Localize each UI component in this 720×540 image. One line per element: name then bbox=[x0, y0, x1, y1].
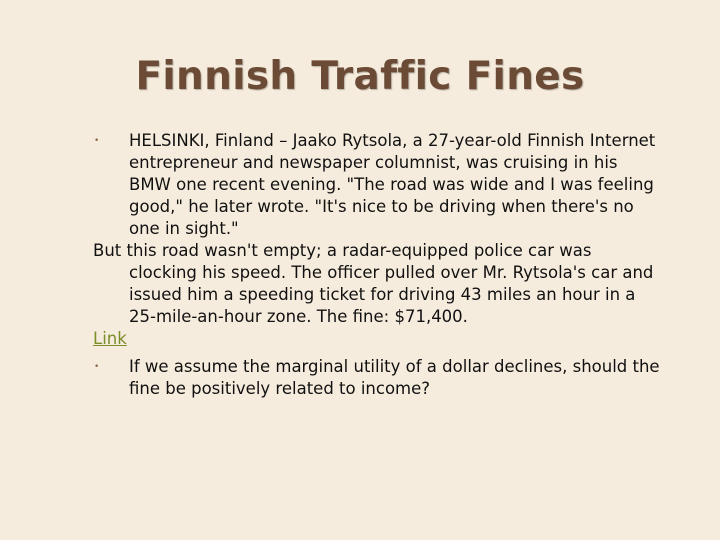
bullet-icon: • bbox=[94, 136, 100, 146]
article-excerpt-text: HELSINKI, Finland – Jaako Rytsola, a 27-year-old Finnish Internet entrepreneur and newspaper columnist, was cruising in his BMW one recent evening. "The road was wide and I was feeling good," he later wrote. "It's nice to be driving when there's no one in sight." bbox=[129, 131, 656, 238]
article-continuation-text: But this road wasn't empty; a radar-equipped police car was clocking his speed. The officer pulled over Mr. Rytsola's car and issued him a speeding ticket for driving 43 miles an hour in a 25-mile-an-hour zone. The fine: $71,400. bbox=[93, 241, 654, 326]
bullet-paragraph-question bbox=[93, 356, 663, 400]
bullet-paragraph-article bbox=[93, 130, 663, 240]
slide-body bbox=[93, 130, 663, 400]
discussion-question-text: If we assume the marginal utility of a dollar declines, should the fine be positively related to income? bbox=[129, 357, 660, 398]
slide-title: Finnish Traffic Fines bbox=[135, 54, 585, 99]
source-link[interactable]: Link bbox=[93, 329, 127, 348]
bullet-icon: • bbox=[94, 362, 100, 372]
